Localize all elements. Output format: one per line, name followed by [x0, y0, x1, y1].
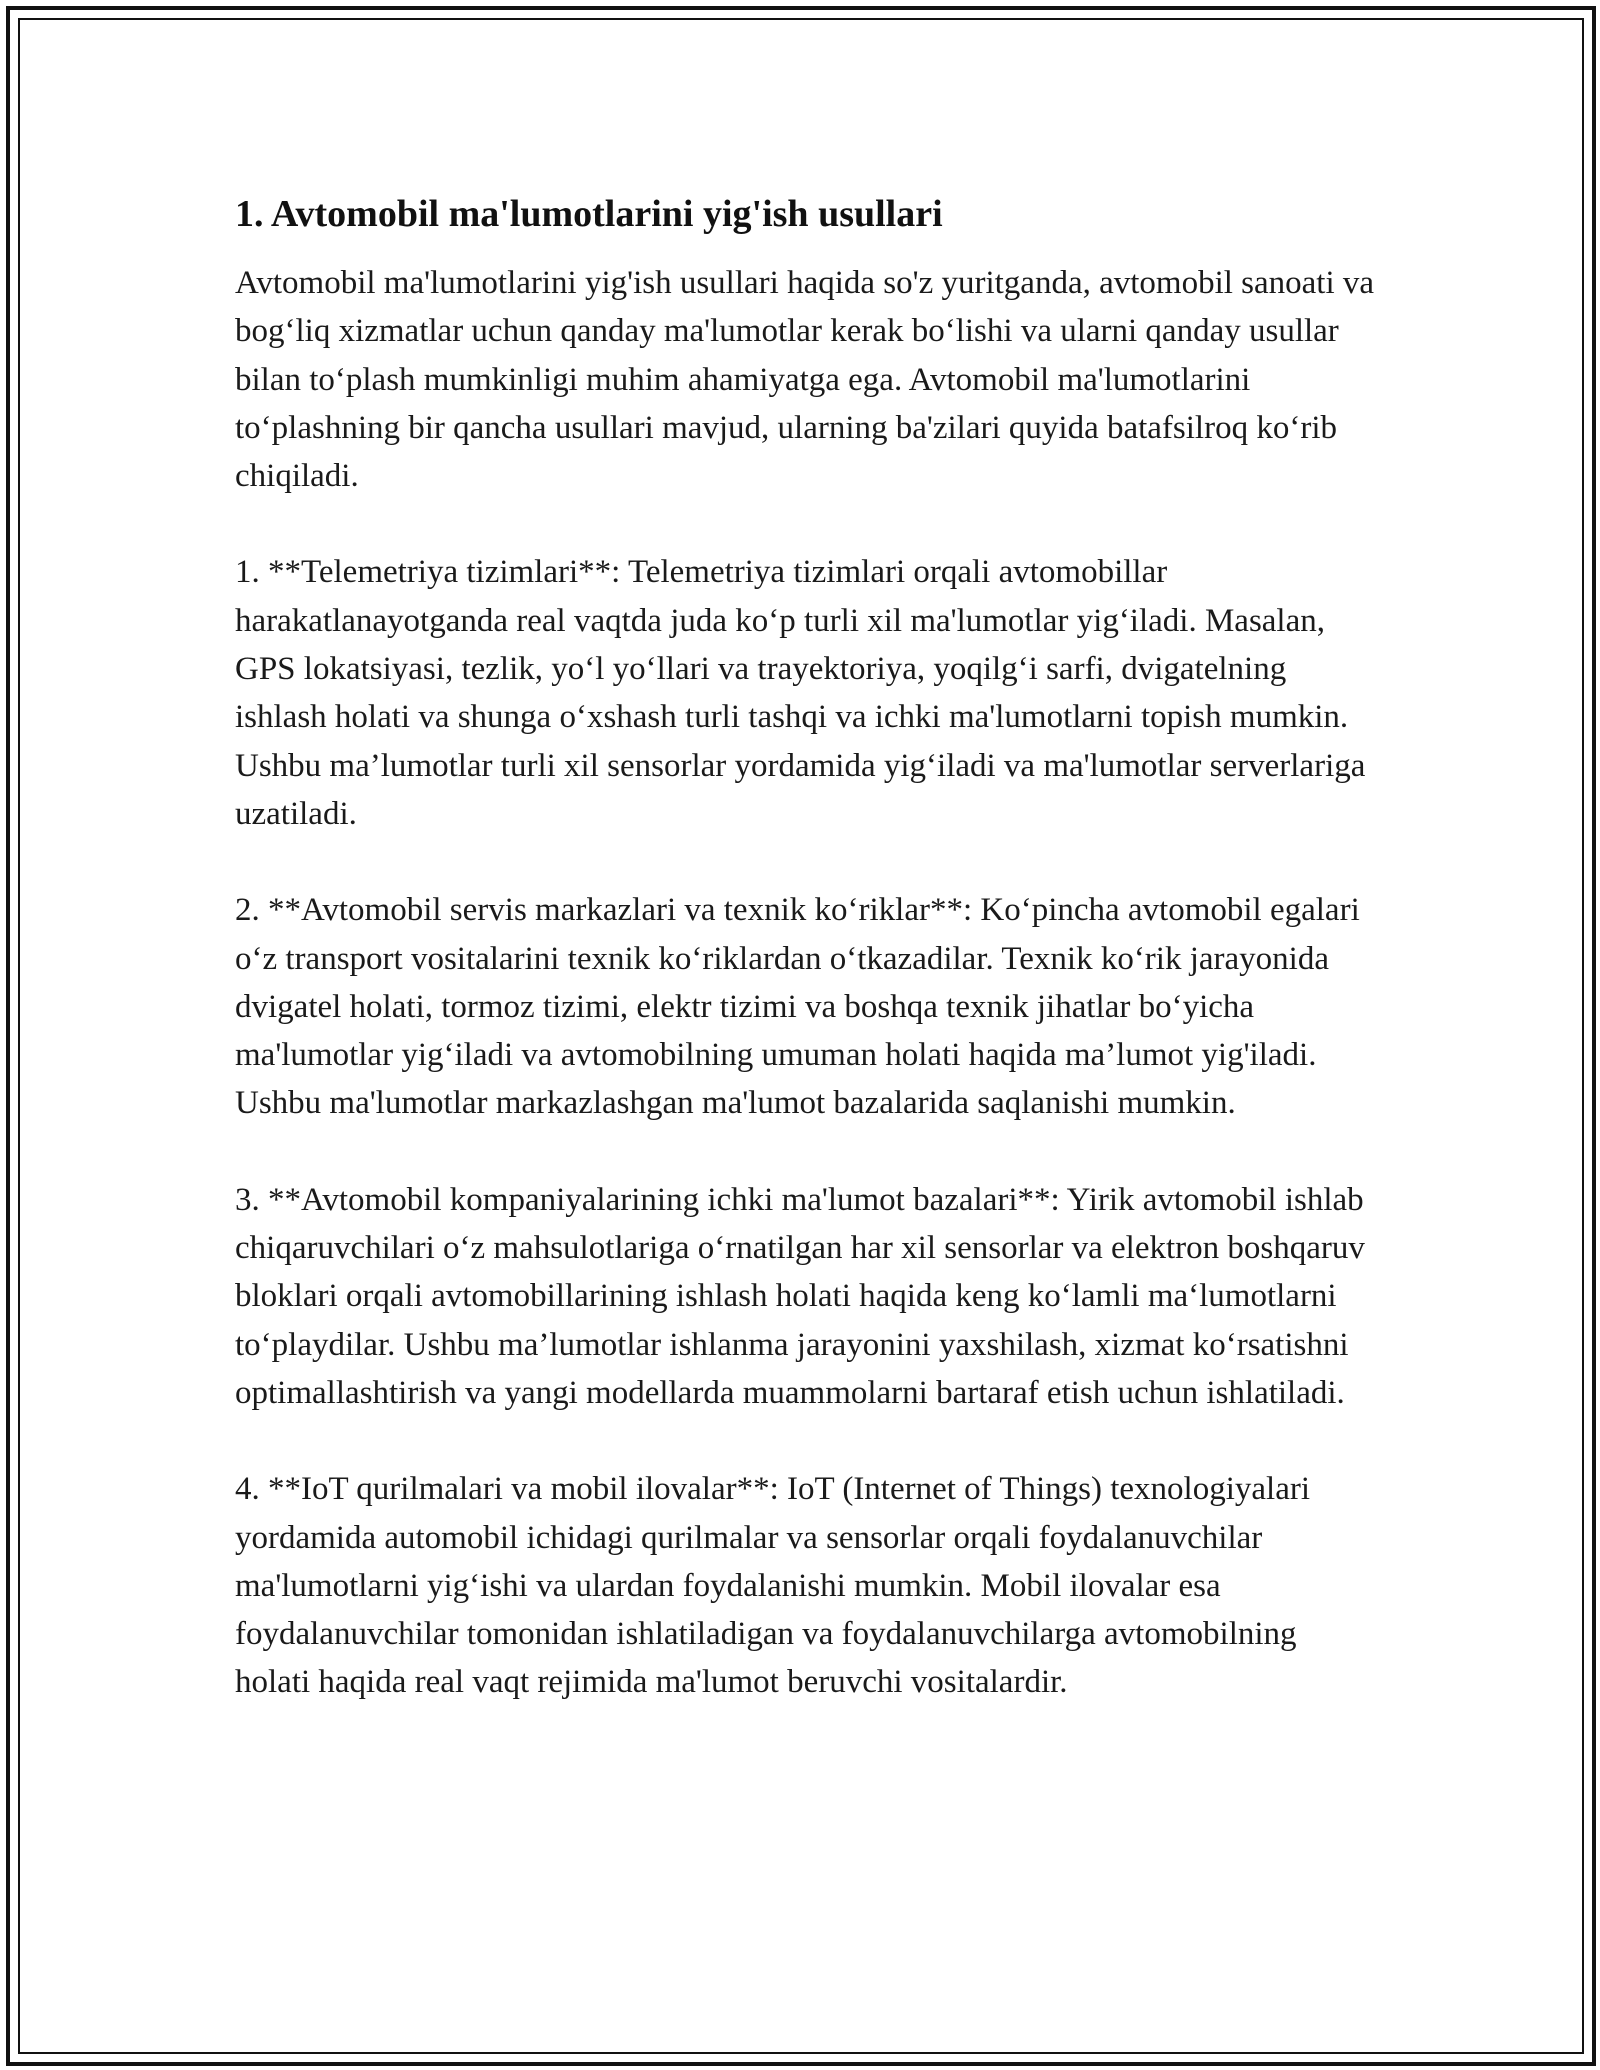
paragraph-telemetry: 1. **Telemetriya tizimlari**: Telemetriya tizimlari orqali avtomobillar harakatlanayotganda real vaqtda juda ko‘p turli xil ma'lumotlar yig‘iladi. Masalan, GPS lokatsiyasi, tezlik, yo‘l yo‘llari va trayektoriya, yoqilg‘i sarfi, dvigatelning ishlash holati va shunga o‘xshash turli tashqi va ichki ma'lumotlarni topish mumkin. Ushbu ma’lumotlar turli xil sensorlar yordamida yig‘iladi va ma'lumotlar serverlariga uzatiladi.: [235, 554, 1374, 832]
section-heading: 1. Avtomobil ma'lumotlarini yig'ish usullari: [235, 193, 943, 235]
document-body: [235, 186, 1383, 1707]
intro-paragraph: Avtomobil ma'lumotlarini yig'ish usullari haqida so'z yuritganda, avtomobil sanoati va bog‘liq xizmatlar uchun qanday ma'lumotlar kerak bo‘lishi va ularni qanday usullar bilan to‘plash mumkinligi muhim ahamiyatga ega. Avtomobil ma'lumotlarini to‘plashning bir qancha usullari mavjud, ularning ba'zilari quyida batafsilroq ko‘rib chiqiladi.: [235, 265, 1383, 495]
paragraph-service-centers: 2. **Avtomobil servis markazlari va texnik ko‘riklar**: Ko‘pincha avtomobil egalari o‘z transport vositalarini texnik ko‘riklardan o‘tkazadilar. Texnik ko‘rik jarayonida dvigatel holati, tormoz tizimi, elektr tizimi va boshqa texnik jihatlar bo‘yicha ma'lumotlar yig‘iladi va avtomobilning umuman holati haqida ma’lumot yig'iladi. Ushbu ma'lumotlar markazlashgan ma'lumot bazalarida saqlanishi mumkin.: [235, 892, 1368, 1122]
paragraph-iot-mobile: 4. **IoT qurilmalari va mobil ilovalar**: IoT (Internet of Things) texnologiyalari yordamida automobil ichidagi qurilmalar va sensorlar orqali foydalanuvchilar ma'lumotlarni yig‘ishi va ulardan foydalanishi mumkin. Mobil ilovalar esa foydalanuvchilar tomonidan ishlatiladigan va foydalanuvchilarga avtomobilning holati haqida real vaqt rejimida ma'lumot beruvchi vositalardir.: [235, 1471, 1319, 1701]
paragraph-company-databases: 3. **Avtomobil kompaniyalarining ichki ma'lumot bazalari**: Yirik avtomobil ishlab chiqaruvchilari o‘z mahsulotlariga o‘rnatilgan har xil sensorlar va elektron boshqaruv bloklari orqali avtomobillarining ishlash holati haqida keng ko‘lamli ma‘lumotlarni to‘playdilar. Ushbu ma’lumotlar ishlanma jarayonini yaxshilash, xizmat ko‘rsatishni optimallashtirish va yangi modellarda muammolarni bartaraf etish uchun ishlatiladi.: [235, 1181, 1374, 1411]
